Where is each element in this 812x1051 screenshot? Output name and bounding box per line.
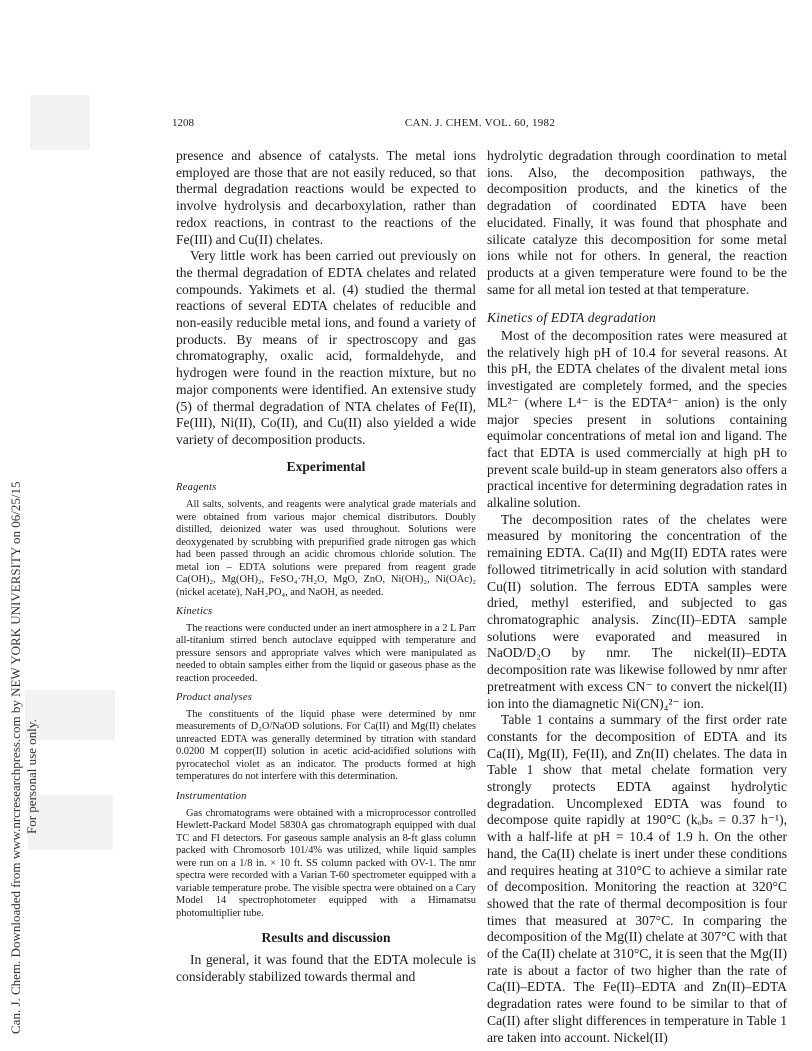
paragraph: The reactions were conducted under an inert atmosphere in a 2 L Parr all-titanium stirred bench autoclave equipped with temperature and pressure sensors and appropriate valves which were manipulated as needed to obtain samples either from the liquid or gaseous phase as the reaction proceeded. — [176, 622, 476, 684]
scan-artifact — [30, 95, 90, 150]
left-column — [176, 148, 476, 985]
experimental-section — [176, 480, 476, 920]
paragraph: Gas chromatograms were obtained with a microprocessor controlled Hewlett-Packard Model 5830A gas chromatograph equipped with dual TC and FI detectors. For gaseous sample analysis an 8-ft glass column packed with Chromosorb 101/4% was utilized, while liquid samples were run on a 1/8 in. × 10 ft. SS column packed with OV-1. The nmr spectra were recorded with a Varian T-60 spectrometer equipped with a variable temperature probe. The visible spectra were obtained on a Cary Model 14 spectrophotometer equipped with a Himamatsu photomultiplier tube. — [176, 807, 476, 919]
side-note-line-1: Can. J. Chem. Downloaded from www.nrcresearchpress.com by NEW YORK UNIVERSITY on 06/25/15 — [8, 481, 23, 1034]
side-note-line-2: For personal use only. — [24, 719, 39, 834]
paragraph: The constituents of the liquid phase were determined by nmr measurements of D₂O/NaOD solutions. For Ca(II) and Mg(II) chelates unreacted EDTA was generally determined by titration with standard 0.0200 M copper(II) solution in acetic acid-acidified solutions with pyrocatechol violet as an indicator. The products formed at high temperatures do not interfere with this determination. — [176, 708, 476, 783]
page-number: 1208 — [172, 117, 194, 129]
subheading-instrumentation: Instrumentation — [176, 790, 247, 802]
paragraph: Very little work has been carried out previously on the thermal degradation of EDTA chelates and related compounds. Yakimets et al. (4) studied the thermal reactions of several EDTA chelates of reducible and non-easily reducible metal ions, and found a variety of products. By means of ir spectroscopy and gas chromatography, oxalic acid, formaldehyde, and hydrogen were found in the reaction mixture, but no major components were identified. An extensive study (5) of thermal degradation of NTA chelates of Fe(II), Fe(III), Ni(II), Co(II), and Cu(II) also yielded a wide variety of decomposition products. — [176, 248, 476, 447]
subheading-product-analyses: Product analyses — [176, 692, 253, 704]
subheading-kinetics: Kinetics — [176, 606, 213, 618]
download-side-note — [6, 250, 42, 1040]
paragraph: hydrolytic degradation through coordination to metal ions. Also, the decomposition pathways, the decomposition products, and the kinetics of the degradation of coordinated EDTA have been elucidated. Finally, it was found that phosphate and silicate catalyze this decomposition for some metal ions while not for others. In general, the reaction products at a given temperature were found to be the same for all metal ion tested at that temperature. — [487, 148, 787, 297]
paragraph: Table 1 contains a summary of the first order rate constants for the decomposition of EDTA and its Ca(II), Mg(II), Fe(II), and Zn(II) chelates. The data in Table 1 show that metal chelate formation very strongly protects EDTA against hydrolytic degradation. Uncomplexed EDTA was found to decompose quite rapidly at 190°C (kₒbₛ = 0.37 h⁻¹), with a half-life at pH = 10.4 of 1.9 h. On the other hand, the Ca(II) chelate is inert under these conditions and requires heating at 310°C to achieve a similar rate of decomposition. Monitoring the reaction at 320°C showed that the rate of thermal decomposition is four times that measured at 307°C. In comparing the decomposition of the Mg(II) chelate at 307°C with that of the Ca(II) chelate at 310°C, it is seen that the Mg(II) rate is about a factor of two higher than the rate of Ca(II)–EDTA. The Fe(II)–EDTA and Zn(II)–EDTA degradation rates were found to be similar to that of Ca(II) after slight differences in temperature in Table 1 are taken into account. Nickel(II) — [487, 712, 787, 1045]
subheading-kinetics-edta: Kinetics of EDTA degradation — [487, 310, 656, 326]
subheading-reagents: Reagents — [176, 482, 217, 494]
journal-reference: CAN. J. CHEM. VOL. 60, 1982 — [404, 117, 556, 129]
paragraph: The decomposition rates of the chelates were measured by monitoring the concentration of the remaining EDTA. Ca(II) and Mg(II) EDTA rates were followed titrimetrically in acid solution with standard Cu(II) solution. The ferrous EDTA samples were dried, methyl esterified, and subjected to gas chromatographic analysis. Zinc(II)–EDTA sample solutions were evaporated and measured in NaOD/D₂O by nmr. The nickel(II)–EDTA decomposition rate was likewise followed by nmr after pretreatment with excess CN⁻ to convert the nickel(II) ion into the diamagnetic Ni(CN)₄²⁻ ion. — [487, 511, 787, 711]
paragraph: presence and absence of catalysts. The metal ions employed are those that are not easily reduced, so that thermal degradation reactions would be expected to involve hydrolysis and decarboxylation, rather than redox reactions, in contrast to the reactions of the Fe(III) and Cu(II) chelates. — [176, 148, 476, 247]
section-title-experimental: Experimental — [286, 458, 366, 474]
section-title-results: Results and discussion — [261, 930, 391, 946]
right-column — [487, 148, 787, 1046]
running-header — [172, 117, 788, 133]
paragraph: Most of the decomposition rates were measured at the relatively high pH of 10.4 for several reasons. At this pH, the EDTA chelates of the divalent metal ions investigated are completely formed, and the species ML²⁻ (where L⁴⁻ is the EDTA⁴⁻ anion) is the only major species present in solutions containing equimolar concentrations of metal ion and ligand. The fact that EDTA is used commercially at high pH to prevent scale build-up in steam generators also offers a practical incentive for determining degradation rates in alkaline solution. — [487, 328, 787, 511]
paragraph: In general, it was found that the EDTA molecule is considerably stabilized towards thermal and — [176, 951, 476, 984]
paragraph: All salts, solvents, and reagents were analytical grade materials and were obtained from various major chemical distributors. Doubly distilled, deionized water was used throughout. Solutions were deoxygenated by scrubbing with prepurified grade nitrogen gas which had been passed through an acidic chromous chloride solution. The metal ion – EDTA solutions were prepared from reagent grade Ca(OH)₂, Mg(OH)₂, FeSO₄·7H₂O, MgO, ZnO, Ni(OH)₂, Ni(OAc)₂ (nickel acetate), NaH₂PO₄, and NaOH, as needed. — [176, 499, 476, 598]
